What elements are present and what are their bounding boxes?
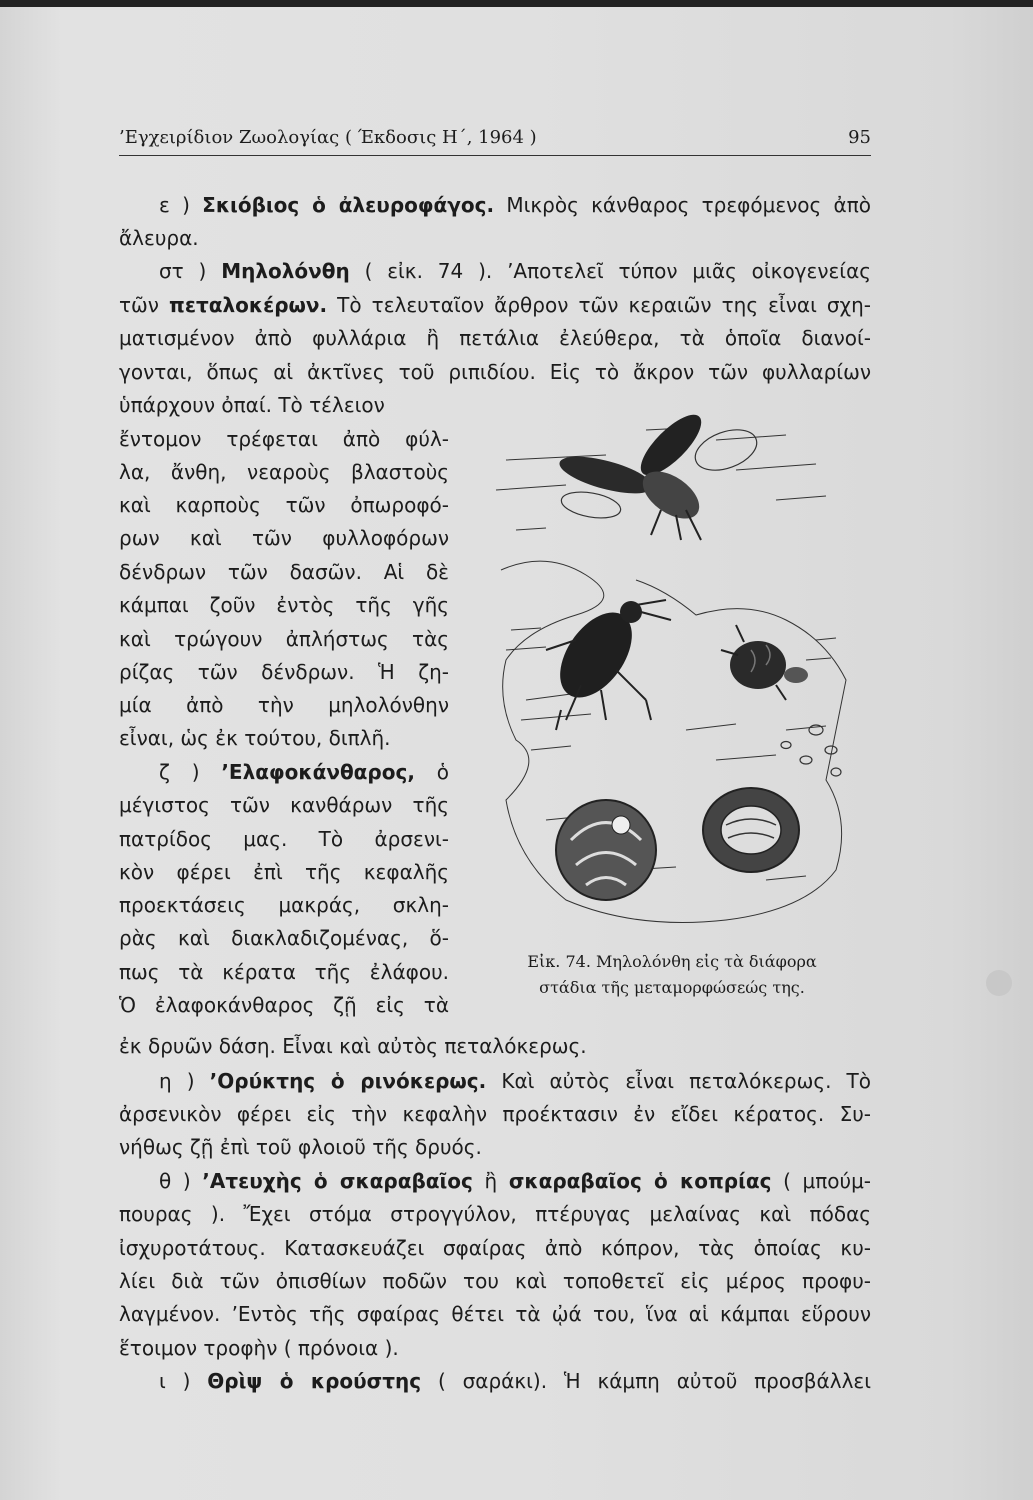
paragraph-line: λα, ἄνθη, νεαροὺς βλαστοὺς — [119, 460, 449, 484]
page-number: 95 — [848, 127, 871, 148]
scan-edge — [0, 0, 1033, 7]
figure-caption-line-1: Εἰκ. 74. Μηλολόνθη εἰς τὰ διάφορα — [527, 952, 817, 971]
paragraph-line: γονται, ὅπως αἱ ἀκτῖνες τοῦ ριπιδίου. Εἰς τὸ ἄκρον τῶν φυλλαρίων — [119, 360, 871, 384]
running-title: ’Εγχειρίδιον Ζωολογίας ( Έκδοσις Η΄, 1964 ) — [119, 127, 537, 148]
paragraph-line: στ ) Μηλολόνθη ( εἰκ. 74 ). ’Αποτελεῖ τύπον μιᾶς οἰκογενείας — [159, 259, 871, 283]
paragraph-line: ρων καὶ τῶν φυλλοφόρων — [119, 526, 449, 550]
paragraph-line: ε ) Σκιόβιος ὁ ἀλευροφάγος. Μικρὸς κάνθαρος τρεφόμενος ἀπὸ — [159, 193, 872, 217]
paragraph-line: ὑπάρχουν ὀπαί. Τὸ τέλειον — [119, 393, 385, 417]
paragraph-line: Ὁ ἐλαφοκάνθαρος ζῇ εἰς τὰ — [119, 993, 449, 1017]
pupa — [703, 788, 799, 872]
running-header — [119, 121, 871, 156]
paragraph-line: ἀρσενικὸν φέρει εἰς τὴν κεφαλὴν προέκτασιν ἐν εἴδει κέρατος. Συ- — [119, 1102, 871, 1126]
figure-caption-line-2: στάδια τῆς μεταμορφώσεώς της. — [539, 978, 805, 997]
paragraph-line: λίει διὰ τῶν ὀπισθίων ποδῶν του καὶ τοποθετεῖ εἰς μέρος προφυ- — [119, 1269, 871, 1293]
scan-artifact — [986, 970, 1012, 996]
paragraph-line: ι ) Θρὶψ ὁ κρούστης ( σαράκι). Ἡ κάμπη αὐτοῦ προσβάλλει — [159, 1369, 871, 1393]
paragraph-line: η ) ’Ορύκτης ὁ ρινόκερως. Καὶ αὐτὸς εἶναι πεταλόκερως. Τὸ — [159, 1069, 871, 1093]
paragraph-line: πουρας ). Ἔχει στόμα στρογγύλον, πτέρυγας μελαίνας καὶ πόδας — [119, 1202, 871, 1226]
paragraph-line: κὸν φέρει ἐπὶ τῆς κεφαλῆς — [119, 860, 449, 884]
paragraph-line: πατρίδος μας. Τὸ ἀρσενι- — [119, 827, 449, 851]
paragraph-line: πως τὰ κέρατα τῆς ἐλάφου. — [119, 960, 449, 984]
larva — [556, 800, 656, 900]
paragraph-line: ἔντομον τρέφεται ἀπὸ φύλ- — [119, 427, 449, 451]
paragraph-line: κάμπαι ζοῦν ἐντὸς τῆς γῆς — [119, 593, 449, 617]
paragraph-line: προεκτάσεις μακράς, σκλη- — [119, 893, 449, 917]
paragraph-line: ρὰς καὶ διακλαδιζομένας, ὅ- — [119, 926, 449, 950]
paragraph-line: καὶ καρποὺς τῶν ὀπωροφό- — [119, 493, 449, 517]
paragraph-line: λαγμένον. ’Εντὸς τῆς σφαίρας θέτει τὰ ᾠά του, ἵνα αἱ κάμπαι εὕρουν — [119, 1302, 871, 1326]
paragraph-line: μέγιστος τῶν κανθάρων τῆς — [119, 793, 449, 817]
paragraph-line: νήθως ζῇ ἐπὶ τοῦ φλοιοῦ τῆς δρυός. — [119, 1135, 482, 1159]
paragraph-line: ἄλευρα. — [119, 226, 199, 250]
paragraph-line: ρίζας τῶν δένδρων. Ἡ ζη- — [119, 660, 449, 684]
paragraph-line: καὶ τρώγουν ἀπλήστως τὰς — [119, 627, 449, 651]
flying-beetle — [556, 406, 762, 540]
paragraph-line: θ ) ’Ατευχὴς ὁ σκαραβαῖος ἢ σκαραβαῖος ὁ κοπρίας ( μπούμ- — [159, 1169, 872, 1193]
paragraph-line: ζ ) ’Ελαφοκάνθαρος, ὁ — [159, 760, 449, 784]
paragraph-line: μία ἀπὸ τὴν μηλολόνθην — [119, 693, 449, 717]
cockchafer-illustration — [486, 400, 858, 940]
paragraph-line: τῶν πεταλοκέρων. Τὸ τελευταῖον ἄρθρον τῶν κεραιῶν της εἶναι σχη- — [119, 293, 872, 317]
paragraph-line: ἕτοιμον τροφὴν ( πρόνοια ). — [119, 1336, 399, 1360]
paragraph-line: ἰσχυροτάτους. Κατασκευάζει σφαίρας ἀπὸ κόπρον, τὰς ὁποίας κυ- — [119, 1236, 871, 1260]
paragraph-line: δένδρων τῶν δασῶν. Αἱ δὲ — [119, 560, 449, 584]
emerging-beetle — [721, 625, 808, 700]
paragraph-line: ματισμένον ἀπὸ φυλλάρια ἢ πετάλια ἐλεύθερα, τὰ ὁποῖα διανοί- — [119, 326, 871, 350]
paragraph-line: εἶναι, ὡς ἐκ τούτου, διπλῆ. — [119, 726, 391, 750]
paragraph-line: ἐκ δρυῶν δάση. Εἶναι καὶ αὐτὸς πεταλόκερως. — [119, 1034, 587, 1058]
